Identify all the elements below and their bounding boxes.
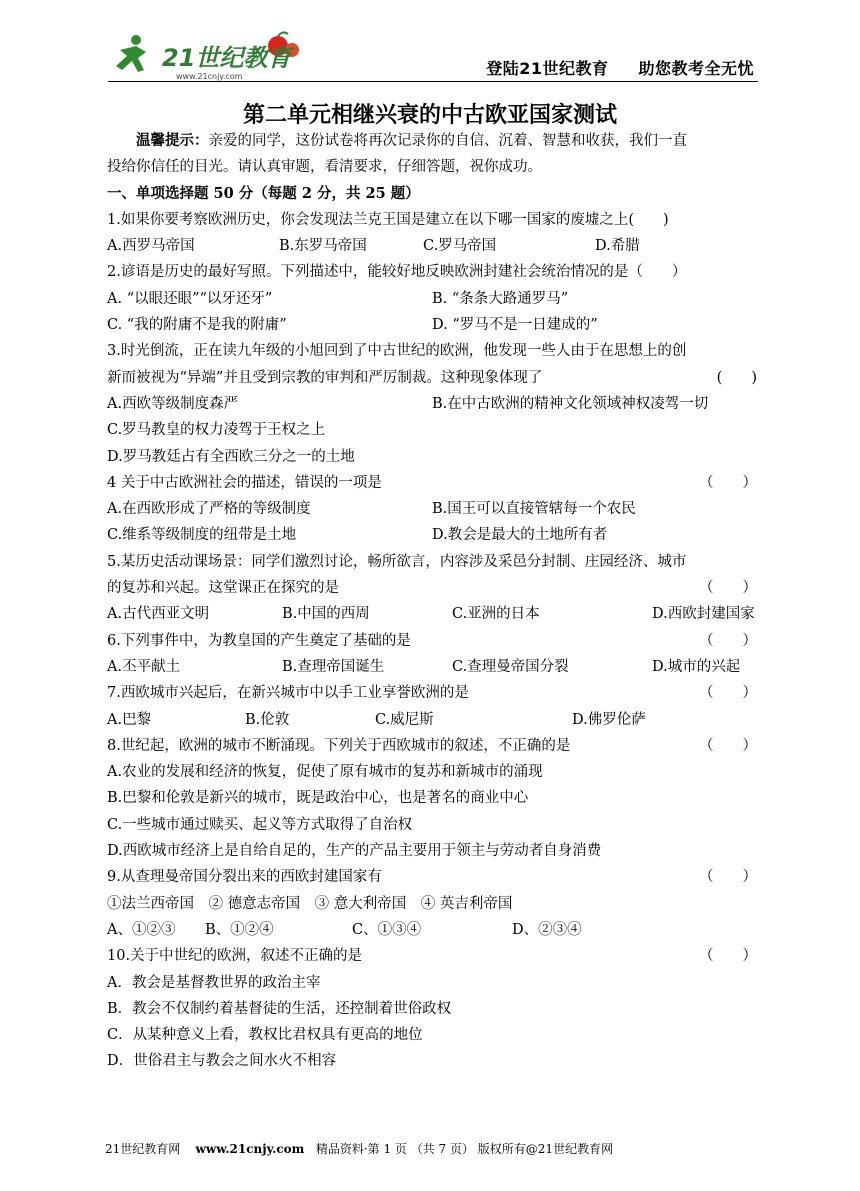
question-stem xyxy=(107,365,757,391)
answer-option[interactable]: D.西欧城市经济上是自给自足的，生产的产品主要用于领主与劳动者自身消费 xyxy=(107,843,602,860)
question-text: 1.如果你要考察欧洲历史，你会发现法兰克王国是建立在以下哪一国家的废墟之上( ) xyxy=(107,211,669,228)
answer-blank[interactable]: ( ) xyxy=(716,369,757,386)
answer-blank[interactable]: （ ） xyxy=(699,869,757,886)
option-row xyxy=(107,785,757,811)
option-row xyxy=(107,312,757,338)
answer-option[interactable]: A.农业的发展和经济的恢复，促使了原有城市的复苏和新城市的涌现 xyxy=(107,764,543,781)
answer-option[interactable]: B.东罗马帝国 xyxy=(279,238,367,255)
answer-option[interactable]: B.国王可以直接管辖每一个农民 xyxy=(432,501,636,518)
answer-option[interactable]: D、②③④ xyxy=(512,921,582,938)
answer-option[interactable]: B. “条条大路通罗马” xyxy=(432,290,569,307)
option-row xyxy=(107,838,757,864)
question-text: 5.某历史活动课场景：同学们激烈讨论，畅所欲言，内容涉及采邑分封制、庄园经济、城市 xyxy=(107,553,687,570)
question-text: 10.关于中世纪的欧洲，叙述不正确的是 xyxy=(107,948,363,965)
answer-option[interactable]: C.罗马帝国 xyxy=(423,238,497,255)
page-footer xyxy=(105,1140,613,1157)
option-row xyxy=(107,891,757,917)
exam-content xyxy=(107,128,757,1075)
footer-url: www.21cnjy.com xyxy=(195,1142,305,1156)
answer-option[interactable]: D.城市的兴起 xyxy=(652,658,741,675)
option-row xyxy=(107,286,757,312)
answer-option[interactable]: D.罗马教廷占有全西欧三分之一的土地 xyxy=(107,448,355,465)
runner-icon xyxy=(116,35,146,72)
option-row xyxy=(107,654,757,680)
footer-page-info: 精品资料·第 1 页 （共 7 页） 版权所有@21世纪教育网 xyxy=(315,1142,614,1156)
option-row xyxy=(107,812,757,838)
answer-option[interactable]: D. “罗马不是一日建成的” xyxy=(432,317,598,334)
answer-option[interactable]: D.西欧封建国家 xyxy=(652,606,755,623)
question-text: 7.西欧城市兴起后，在新兴城市中以手工业享誉欧洲的是 xyxy=(107,685,469,702)
question-stem xyxy=(107,259,757,285)
question-stem xyxy=(107,680,757,706)
answer-option[interactable]: D．世俗君主与教会之间水火不相容 xyxy=(107,1053,337,1070)
option-row xyxy=(107,444,757,470)
section-heading: 一、单项选择题 50 分（每题 2 分，共 25 题） xyxy=(107,184,420,202)
option-row xyxy=(107,707,757,733)
answer-option[interactable]: ①法兰西帝国 ② 德意志帝国 ③ 意大利帝国 ④ 英吉利帝国 xyxy=(107,895,513,912)
header-slogan xyxy=(456,56,754,79)
answer-option[interactable]: B.伦敦 xyxy=(245,711,290,728)
answer-option[interactable]: A.西罗马帝国 xyxy=(107,238,195,255)
question-stem xyxy=(107,864,757,890)
answer-option[interactable]: D.教会是最大的土地所有者 xyxy=(432,527,608,544)
option-row xyxy=(107,391,757,417)
answer-option[interactable]: C.亚洲的日本 xyxy=(452,606,540,623)
tip-line: 投给你信任的目光。请认真审题，看清要求，仔细答题，祝你成功。 xyxy=(107,159,542,176)
page-title: 第二单元相继兴衰的中古欧亚国家测试 xyxy=(242,103,617,128)
question-text: 2.谚语是历史的最好写照。下列描述中，能较好地反映欧洲封建社会统治情况的是（ ） xyxy=(107,264,687,281)
tip-label: 温馨提示： xyxy=(136,132,209,149)
answer-option[interactable]: A.丕平献土 xyxy=(107,658,181,675)
answer-option[interactable]: C.罗马教皇的权力凌驾于王权之上 xyxy=(107,422,326,439)
answer-blank[interactable]: （ ） xyxy=(699,474,757,491)
logo-url: www.21cnjy.com xyxy=(176,72,243,81)
logo-text: 21世纪教育 xyxy=(162,44,292,72)
tip-text: 亲爱的同学，这份试卷将再次记录你的自信、沉着、智慧和收获，我们一直 xyxy=(208,133,687,149)
footer-site: 21世纪教育网 xyxy=(105,1142,181,1156)
answer-option[interactable]: B.中国的西周 xyxy=(282,606,370,623)
answer-option[interactable]: C.一些城市通过赎买、起义等方式取得了自治权 xyxy=(107,816,413,833)
answer-option[interactable]: A.巴黎 xyxy=(107,711,152,728)
answer-option[interactable]: B.在中古欧洲的精神文化领域神权凌驾一切 xyxy=(432,395,709,412)
answer-option[interactable]: A. “以眼还眼”“以牙还牙” xyxy=(107,290,273,307)
answer-option[interactable]: C．从某种意义上看，教权比君权具有更高的地位 xyxy=(107,1027,423,1044)
answer-option[interactable]: C、①③④ xyxy=(352,921,422,938)
answer-option[interactable]: A．教会是基督教世界的政治主宰 xyxy=(107,974,321,991)
question-text: 9.从查理曼帝国分裂出来的西欧封建国家有 xyxy=(107,869,382,886)
question-stem xyxy=(107,207,757,233)
answer-blank[interactable]: （ ） xyxy=(699,632,757,649)
answer-option[interactable]: A.古代西亚文明 xyxy=(107,606,210,623)
question-text: 6.下列事件中，为教皇国的产生奠定了基础的是 xyxy=(107,632,411,649)
option-row xyxy=(107,1048,757,1074)
slogan-login: 登陆21世纪教育 xyxy=(486,59,609,78)
option-row xyxy=(107,601,757,627)
question-text: 4 关于中古欧洲社会的描述，错误的一项是 xyxy=(107,474,382,491)
page-header xyxy=(108,30,758,86)
answer-option[interactable]: B、①②④ xyxy=(205,921,274,938)
answer-option[interactable]: A.西欧等级制度森严 xyxy=(107,395,239,412)
answer-blank[interactable]: （ ） xyxy=(699,737,757,754)
option-row xyxy=(107,1022,757,1048)
tip-line xyxy=(107,128,757,154)
option-row xyxy=(107,233,757,259)
answer-option[interactable]: C.威尼斯 xyxy=(375,711,434,728)
question-stem xyxy=(107,628,757,654)
answer-option[interactable]: A、①②③ xyxy=(107,921,176,938)
option-row xyxy=(107,970,757,996)
question-stem xyxy=(107,549,757,575)
header-divider xyxy=(108,81,758,82)
question-stem xyxy=(107,733,757,759)
question-stem xyxy=(107,338,757,364)
question-text: 的复苏和兴起。这堂课正在探究的是 xyxy=(107,580,339,597)
question-stem xyxy=(107,943,757,969)
answer-option[interactable]: C.查理曼帝国分裂 xyxy=(452,658,569,675)
question-text: 3.时光倒流，正在读九年级的小旭回到了中古世纪的欧洲，他发现一些人由于在思想上的创 xyxy=(107,343,687,360)
answer-option[interactable]: A.在西欧形成了严格的等级制度 xyxy=(107,501,311,518)
answer-option[interactable]: D.希腊 xyxy=(595,238,640,255)
answer-option[interactable]: B．教会不仅制约着基督徒的生活，还控制着世俗政权 xyxy=(107,1000,452,1017)
answer-blank[interactable]: （ ） xyxy=(699,580,757,597)
answer-option[interactable]: B.查理帝国诞生 xyxy=(282,658,385,675)
logo xyxy=(108,30,308,82)
option-row xyxy=(107,522,757,548)
option-row xyxy=(107,417,757,443)
answer-option[interactable]: D.佛罗伦萨 xyxy=(572,711,646,728)
slogan-help: 助您教考全无忧 xyxy=(638,59,754,78)
answer-blank[interactable]: （ ） xyxy=(699,948,757,965)
option-row xyxy=(107,759,757,785)
question-stem xyxy=(107,470,757,496)
question-text: 新而被视为“异端”并且受到宗教的审判和严厉制裁。这种现象体现了 xyxy=(107,369,543,386)
answer-option[interactable]: C.维系等级制度的纽带是土地 xyxy=(107,527,297,544)
answer-option[interactable]: C. “我的附庸不是我的附庸” xyxy=(107,317,287,334)
option-row xyxy=(107,917,757,943)
answer-blank[interactable]: （ ） xyxy=(699,685,757,702)
question-stem xyxy=(107,575,757,601)
question-text: 8.世纪起，欧洲的城市不断涌现。下列关于西欧城市的叙述，不正确的是 xyxy=(107,737,571,754)
answer-option[interactable]: B.巴黎和伦敦是新兴的城市，既是政治中心，也是著名的商业中心 xyxy=(107,790,529,807)
option-row xyxy=(107,496,757,522)
option-row xyxy=(107,996,757,1022)
